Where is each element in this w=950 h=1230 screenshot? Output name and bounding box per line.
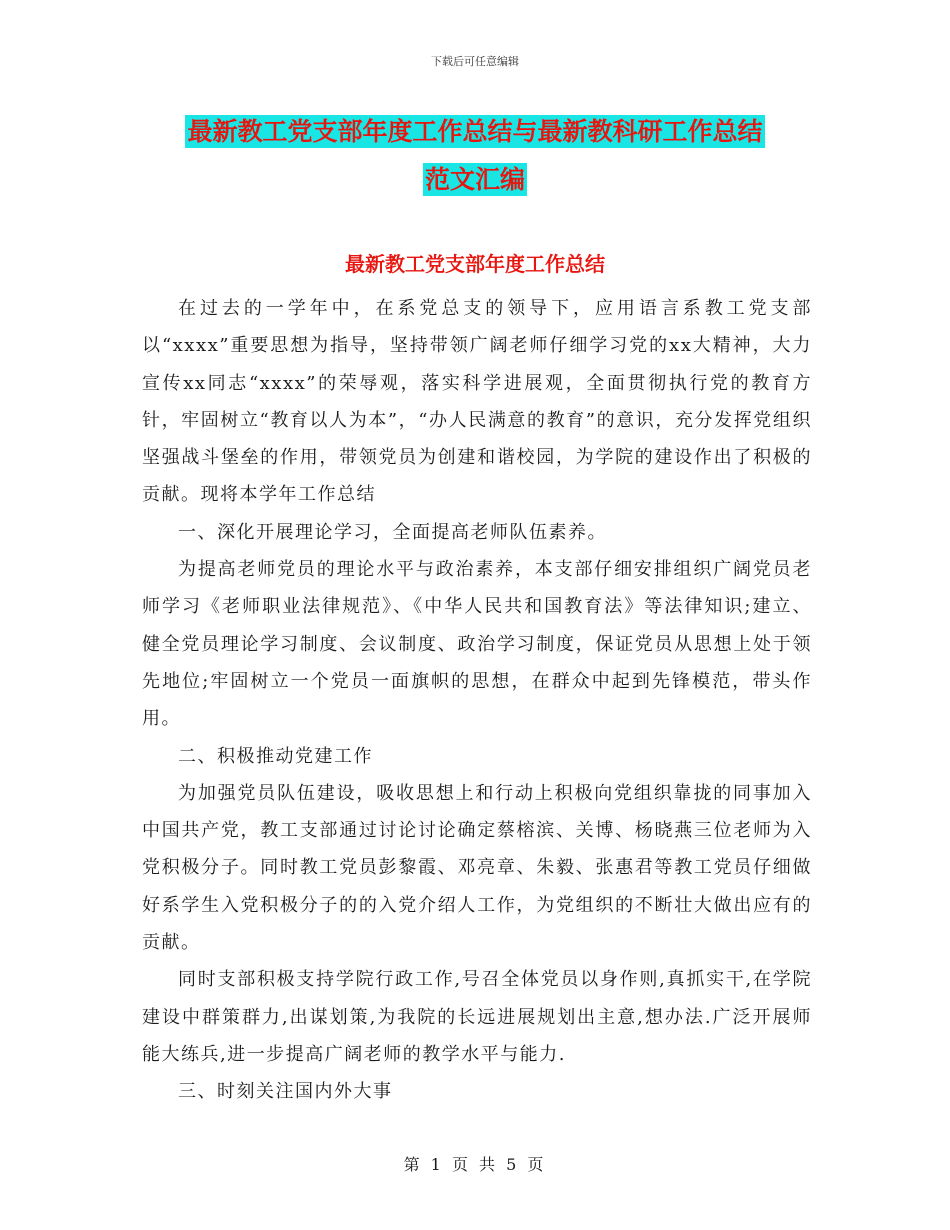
paragraph-4: 同时支部积极支持学院行政工作,号召全体党员以身作则,真抓实干,在学院建设中群策群力,出谋划策,为我院的长远进展规划出主意,想办法.广泛开展师能大练兵,进一步提高广阔老师的教学水平与能力. (142, 969, 812, 1065)
heading-1: 一、深化开展理论学习，全面提高老师队伍素养。 (178, 521, 607, 543)
heading-2: 二、积极推动党建工作 (178, 745, 373, 767)
page-footer: 第 1 页 共 5 页 (403, 1155, 547, 1174)
title-line-2-text: 范文汇编 (424, 165, 525, 194)
paragraph-3: 为加强党员队伍建设，吸收思想上和行动上积极向党组织靠拢的同事加入中国共产党，教工支部通过讨论讨论确定蔡榕滨、关博、杨晓燕三位老师为入党积极分子。同时教工党员彭黎霞、邓亮章、朱毅、张惠君等教工党员仔细做好系学生入党积极分子的的入党介绍人工作，为党组织的不断壮大做出应有的贡献。 (142, 782, 812, 954)
title-line-1-text: 最新教工党支部年度工作总结与最新教科研工作总结 (187, 117, 763, 146)
document-title (0, 108, 950, 204)
paragraph-2: 为提高老师党员的理论水平与政治素养，本支部仔细安排组织广阔党员老师学习《老师职业法律规范》、《中华人民共和国教育法》等法律知识;建立、健全党员理论学习制度、会议制度、政治学习制度，保证党员从思想上处于领先地位;牢固树立一个党员一面旗帜的思想，在群众中起到先锋模范，带头作用。 (142, 559, 812, 730)
title-line-1 (0, 108, 950, 156)
paragraph-1: 在过去的一学年中，在系党总支的领导下，应用语言系教工党支部以“xxxx”重要思想为指导，坚持带领广阔老师仔细学习党的xx大精神，大力宣传xx同志“xxxx”的荣辱观，落实科学进展观，全面贯彻执行党的教育方针，牢固树立“教育以人为本”，“办人民满意的教育”的意识，充分发挥党组织坚强战斗堡垒的作用，带领党员为创建和谐校园，为学院的建设作出了积极的贡献。现将本学年工作总结 (142, 298, 812, 506)
header-note: 下载后可任意编辑 (431, 55, 519, 68)
section-title: 最新教工党支部年度工作总结 (345, 252, 605, 276)
heading-3: 三、时刻关注国内外大事 (178, 1081, 393, 1103)
title-line-2 (0, 156, 950, 204)
document-body (142, 290, 812, 1111)
